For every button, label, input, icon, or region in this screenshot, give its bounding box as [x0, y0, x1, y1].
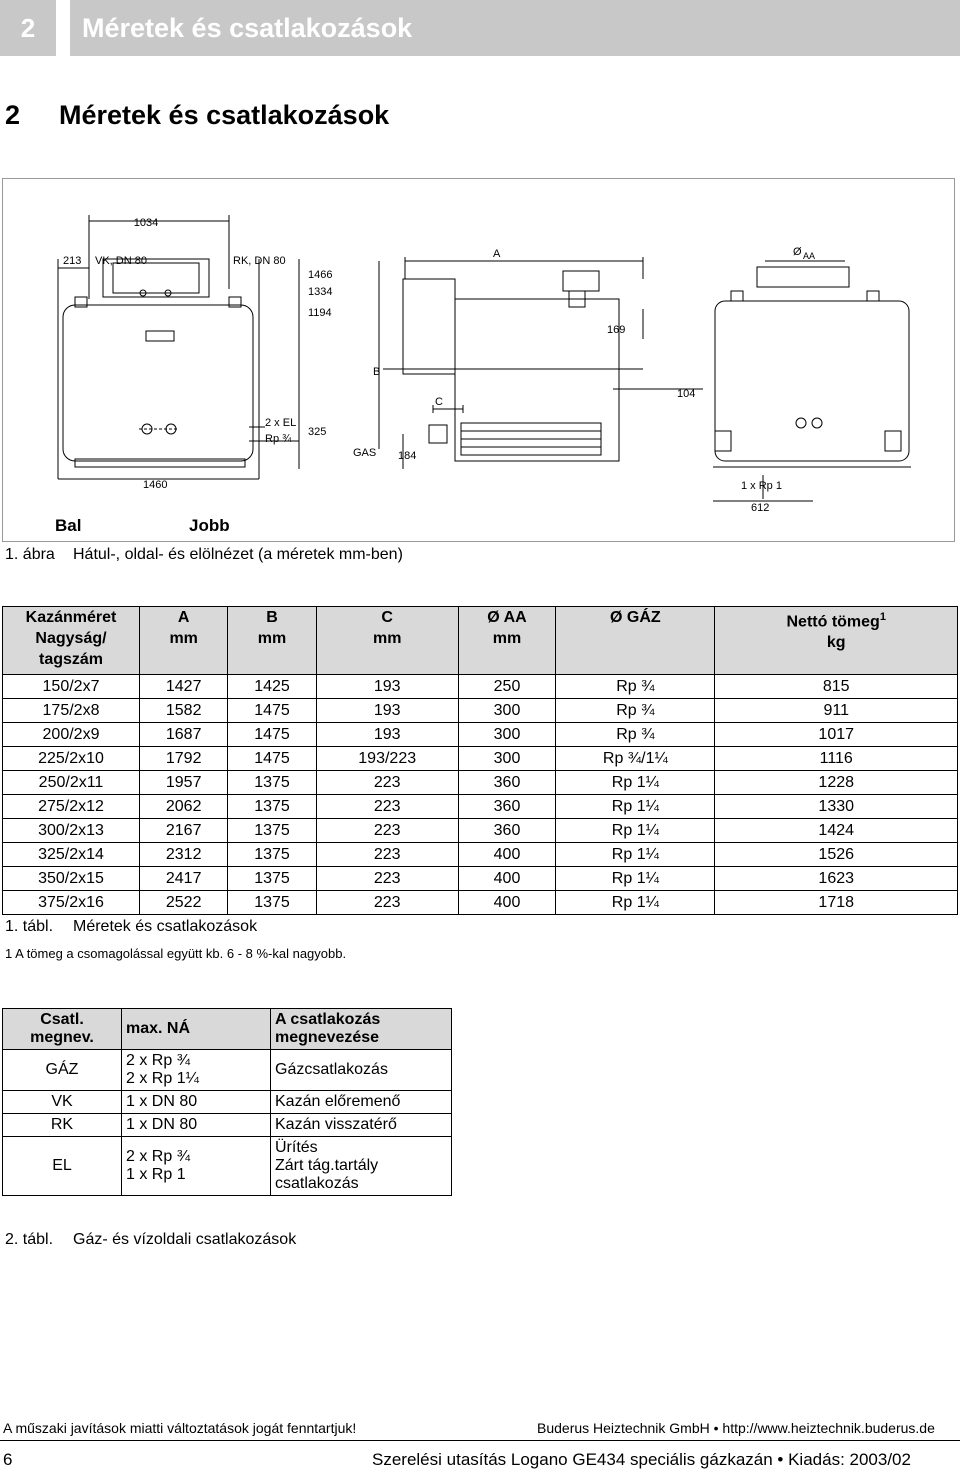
table-cell: 223: [316, 819, 458, 843]
label-bal: Bal: [55, 516, 82, 535]
front-view: [713, 261, 911, 501]
dim-1194: 1194: [308, 307, 332, 319]
conn-name: RK: [3, 1114, 122, 1137]
figure-caption-label: 1. ábra: [5, 546, 55, 563]
table-cell: 1475: [228, 699, 316, 723]
dim-213: 213: [63, 255, 82, 267]
table-header-row: [3, 607, 958, 675]
table-cell: 1375: [228, 819, 316, 843]
table-cell: Rp 1¼: [556, 819, 715, 843]
figure-caption: [5, 546, 403, 564]
table-cell: Rp ¾: [556, 675, 715, 699]
table-cell: 250: [458, 675, 556, 699]
col-header-a: A mm: [140, 607, 228, 675]
table-cell: Rp ¾/1¼: [556, 747, 715, 771]
table-cell: 2167: [140, 819, 228, 843]
conn-max: 1 x DN 80: [122, 1114, 271, 1137]
table-cell: 1375: [228, 843, 316, 867]
side-view: [379, 257, 703, 469]
table-cell: 1424: [715, 819, 958, 843]
dim-325: 325: [308, 426, 327, 438]
table-cell: 223: [316, 843, 458, 867]
col-header-max: max. NÁ: [122, 1009, 271, 1050]
table-cell: 1425: [228, 675, 316, 699]
conn-desc: Kazán előremenő: [271, 1091, 452, 1114]
table-row: [3, 1050, 452, 1091]
table-cell: Rp 1¼: [556, 891, 715, 915]
table2-caption-text: Gáz- és vízoldali csatlakozások: [73, 1231, 297, 1248]
table2-caption: [5, 1231, 296, 1249]
dim-1460: 1460: [143, 479, 168, 491]
table-header-row: [3, 1009, 452, 1050]
col-header-conn: Csatl. megnev.: [3, 1009, 122, 1050]
footer-rule: [0, 1440, 960, 1441]
table-cell: 400: [458, 867, 556, 891]
header-section-title: Méretek és csatlakozások: [70, 0, 960, 56]
col-header-desc: A csatlakozás megnevezése: [271, 1009, 452, 1050]
connections-table: [2, 1008, 452, 1196]
dim-104: 104: [677, 388, 696, 400]
table-cell: Rp 1¼: [556, 867, 715, 891]
col-header-aa: Ø AA mm: [458, 607, 556, 675]
section-heading: [5, 100, 389, 131]
table-cell: 300: [458, 699, 556, 723]
col-header-c: C mm: [316, 607, 458, 675]
col-header-weight: Nettó tömeg$^1$ kg: [715, 607, 958, 675]
table-cell: 2062: [140, 795, 228, 819]
boiler-size-cell: 150/2x7: [3, 675, 140, 699]
table-cell: Rp ¾: [556, 723, 715, 747]
table-cell: 1228: [715, 771, 958, 795]
table-cell: 193/223: [316, 747, 458, 771]
table-cell: 2417: [140, 867, 228, 891]
boiler-size-cell: 275/2x12: [3, 795, 140, 819]
table-cell: 1375: [228, 891, 316, 915]
table-cell: Rp 1¼: [556, 843, 715, 867]
table-row: [3, 891, 958, 915]
table-row: [3, 843, 958, 867]
table-cell: 1375: [228, 867, 316, 891]
conn-max: 2 x Rp ¾ 1 x Rp 1: [122, 1137, 271, 1196]
col-header-size: Kazánméret Nagyság/ tagszám: [3, 607, 140, 675]
label-gas: GAS: [353, 447, 377, 459]
dim-612: 612: [751, 502, 770, 514]
dim-1466: 1466: [308, 269, 333, 281]
table-cell: 1375: [228, 771, 316, 795]
table-cell: 300: [458, 747, 556, 771]
table-cell: 815: [715, 675, 958, 699]
table-cell: 1687: [140, 723, 228, 747]
table1-caption-text: Méretek és csatlakozások: [73, 918, 258, 935]
table-row: [3, 1114, 452, 1137]
table2-caption-label: 2. tábl.: [5, 1231, 54, 1248]
section-title: Méretek és csatlakozások: [59, 100, 390, 130]
boiler-size-cell: 250/2x11: [3, 771, 140, 795]
header-section-number: 2: [0, 0, 56, 56]
table-cell: 1427: [140, 675, 228, 699]
table-row: [3, 1137, 452, 1196]
table1-footnote: 1 A tömeg a csomagolással együtt kb. 6 - 8 %-kal nagyobb.: [5, 946, 347, 961]
boiler-size-cell: 325/2x14: [3, 843, 140, 867]
table-cell: 1375: [228, 795, 316, 819]
figure-boiler-views: [2, 178, 955, 542]
table-cell: 223: [316, 795, 458, 819]
table-cell: 223: [316, 771, 458, 795]
table-cell: 193: [316, 699, 458, 723]
document-title: Szerelési utasítás Logano GE434 speciális gázkazán • Kiadás: 2003/02: [372, 1450, 911, 1469]
boiler-size-cell: 175/2x8: [3, 699, 140, 723]
table1-caption-label: 1. tábl.: [5, 918, 54, 935]
conn-desc: Kazán visszatérő: [271, 1114, 452, 1137]
table-cell: 360: [458, 819, 556, 843]
figure-caption-text: Hátul-, oldal- és elölnézet (a méretek mm-ben): [73, 546, 403, 563]
conn-name: VK: [3, 1091, 122, 1114]
table-cell: 400: [458, 843, 556, 867]
table-cell: 400: [458, 891, 556, 915]
boiler-size-cell: 200/2x9: [3, 723, 140, 747]
table-row: [3, 771, 958, 795]
table-cell: 1526: [715, 843, 958, 867]
table-row: [3, 747, 958, 771]
dim-1034: 1034: [133, 217, 159, 229]
table-cell: 2312: [140, 843, 228, 867]
table-cell: 1623: [715, 867, 958, 891]
conn-name: GÁZ: [3, 1050, 122, 1091]
table-cell: 1475: [228, 747, 316, 771]
table-row: [3, 867, 958, 891]
col-header-b: B mm: [228, 607, 316, 675]
table-cell: 1582: [140, 699, 228, 723]
table-cell: 193: [316, 723, 458, 747]
dim-184: 184: [398, 450, 417, 462]
label-1xrp1: 1 x Rp 1: [741, 480, 782, 492]
label-jobb: Jobb: [189, 516, 230, 535]
table-cell: 1017: [715, 723, 958, 747]
table-row: [3, 675, 958, 699]
table-cell: 2522: [140, 891, 228, 915]
table-cell: Rp 1¼: [556, 771, 715, 795]
dim-1334: 1334: [308, 286, 333, 298]
conn-max: 1 x DN 80: [122, 1091, 271, 1114]
table-row: [3, 819, 958, 843]
conn-desc: Ürítés Zárt tág.tartály csatlakozás: [271, 1137, 452, 1196]
label-rp34: Rp ¾: [265, 433, 292, 445]
table-cell: 223: [316, 867, 458, 891]
table-row: [3, 1091, 452, 1114]
label-c: C: [435, 396, 443, 408]
section-number: 2: [5, 100, 21, 130]
table-cell: 911: [715, 699, 958, 723]
boiler-drawing: [3, 179, 956, 543]
table-cell: 1475: [228, 723, 316, 747]
table-cell: 360: [458, 771, 556, 795]
table-cell: Rp 1¼: [556, 795, 715, 819]
table-cell: 193: [316, 675, 458, 699]
dimensions-table: [2, 606, 958, 915]
label-2xel: 2 x EL: [265, 417, 297, 429]
table-cell: 1116: [715, 747, 958, 771]
table-cell: 1330: [715, 795, 958, 819]
table-row: [3, 723, 958, 747]
table-row: [3, 795, 958, 819]
boiler-size-cell: 375/2x16: [3, 891, 140, 915]
table-cell: Rp ¾: [556, 699, 715, 723]
boiler-size-cell: 350/2x15: [3, 867, 140, 891]
table-cell: 223: [316, 891, 458, 915]
footer-disclaimer: A műszaki javítások miatti változtatások jogát fenntartjuk!: [3, 1420, 357, 1436]
table-cell: 360: [458, 795, 556, 819]
footer-company: Buderus Heiztechnik GmbH • http://www.heiztechnik.buderus.de: [537, 1420, 935, 1436]
page-number: 6: [3, 1450, 13, 1469]
table-row: [3, 699, 958, 723]
conn-name: EL: [3, 1137, 122, 1196]
table-cell: 1957: [140, 771, 228, 795]
table-cell: 1792: [140, 747, 228, 771]
dim-169: 169: [607, 324, 626, 336]
label-aa: AA: [803, 251, 816, 261]
label-a: A: [493, 248, 501, 260]
conn-max: 2 x Rp ¾ 2 x Rp 1¼: [122, 1050, 271, 1091]
boiler-size-cell: 225/2x10: [3, 747, 140, 771]
boiler-size-cell: 300/2x13: [3, 819, 140, 843]
conn-desc: Gázcsatlakozás: [271, 1050, 452, 1091]
label-b: B: [373, 366, 381, 378]
label-aa-sym: Ø: [793, 246, 802, 258]
table1-caption: [5, 918, 257, 936]
table-cell: 1718: [715, 891, 958, 915]
label-rk: RK, DN 80: [233, 255, 286, 267]
label-vk: VK, DN 80: [95, 255, 147, 267]
table-cell: 300: [458, 723, 556, 747]
col-header-gas: Ø GÁZ: [556, 607, 715, 675]
